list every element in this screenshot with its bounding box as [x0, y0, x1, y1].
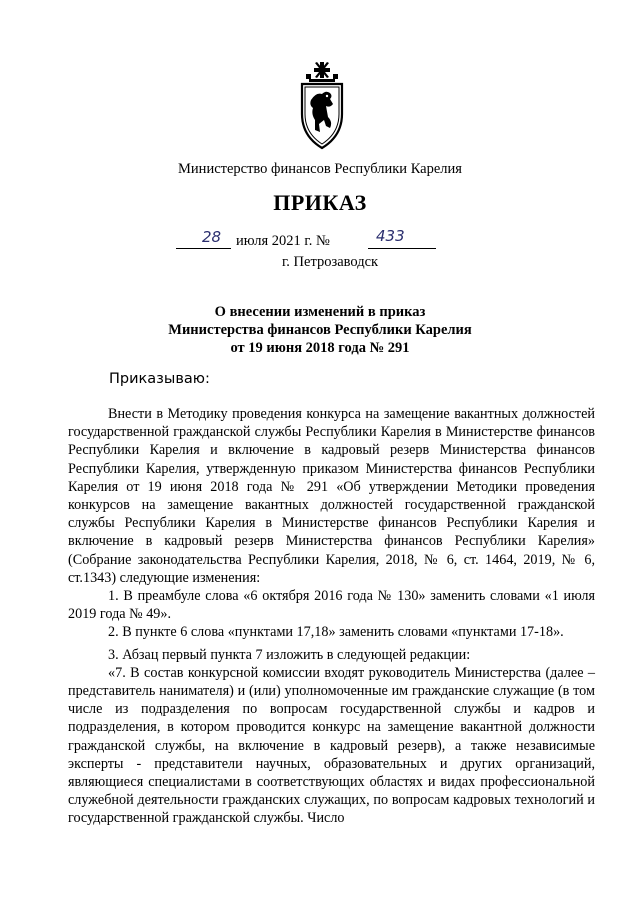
paragraph-intro: Внести в Методику проведения конкурса на замещение вакантных должностей государственной гражданской службы Республики Карелия в Министерстве финансов Республики Карелия и включение в кадровый резерв Министерства финансов Республики Карелия, утвержденную приказом Министерства финансов Республики Карелия от 19 июня 2018 года № 291 «Об утверждении Методики проведения конкурсов на замещение вакантных должностей государственной гражданской службы Республики Карелия в Министерстве финансов Республики Карелия и включение в кадровый резерв Министерства финансов Республики Карелия» (Собрание законодательства Республики Карелия, 2018, № 6, ст. 1464, 2019, № 6, ст.1343) следующие изменения: [68, 406, 595, 586]
order-directive: Приказываю: [109, 371, 210, 387]
paragraph-item-3-text: «7. В состав конкурсной комиссии входят руководитель Министерства (далее – представитель нанимателя) и (или) уполномоченные им гражданские служащие (в том числе из подразделения по вопросам государственной службы и кадров и подразделения, в котором проводится конкурс на замещение вакантной должности гражданской службы, на включение в кадровый резерв), а также независимые эксперты - представители научных, образовательных и других организаций, являющиеся специалистами в соответствующих областях и видах профессиональной служебной деятельности гражданских служащих, по вопросам кадровых технологий и государственной гражданской службы. Число [68, 664, 595, 827]
coat-of-arms-icon [300, 62, 344, 150]
date-underline [176, 248, 231, 249]
date-month-year: июля 2021 г. № [236, 233, 330, 249]
heading-line-1: О внесении изменений в приказ [214, 304, 426, 320]
document-body [68, 405, 595, 828]
number-underline [368, 248, 436, 249]
heading-line-2: Министерства финансов Республики Карелия [168, 322, 472, 338]
handwritten-number: 433 [376, 227, 405, 245]
ministry-name: Министерство финансов Республики Карелия [178, 161, 462, 177]
heading-line-3: от 19 июня 2018 года № 291 [230, 340, 410, 356]
paragraph-item-3: 3. Абзац первый пункта 7 изложить в следующей редакции: [108, 646, 471, 663]
date-number-line [176, 227, 436, 251]
handwritten-day: 28 [202, 228, 222, 246]
city: г. Петрозаводск [282, 254, 379, 270]
document-type-title: ПРИКАЗ [273, 190, 367, 215]
order-heading [0, 303, 640, 357]
paragraph-item-1: 1. В преамбуле слова «6 октября 2016 года № 130» заменить словами «1 июля 2019 года № 49». [68, 588, 595, 623]
paragraph-item-2: 2. В пункте 6 слова «пунктами 17,18» заменить словами «пунктами 17-18». [108, 624, 564, 641]
